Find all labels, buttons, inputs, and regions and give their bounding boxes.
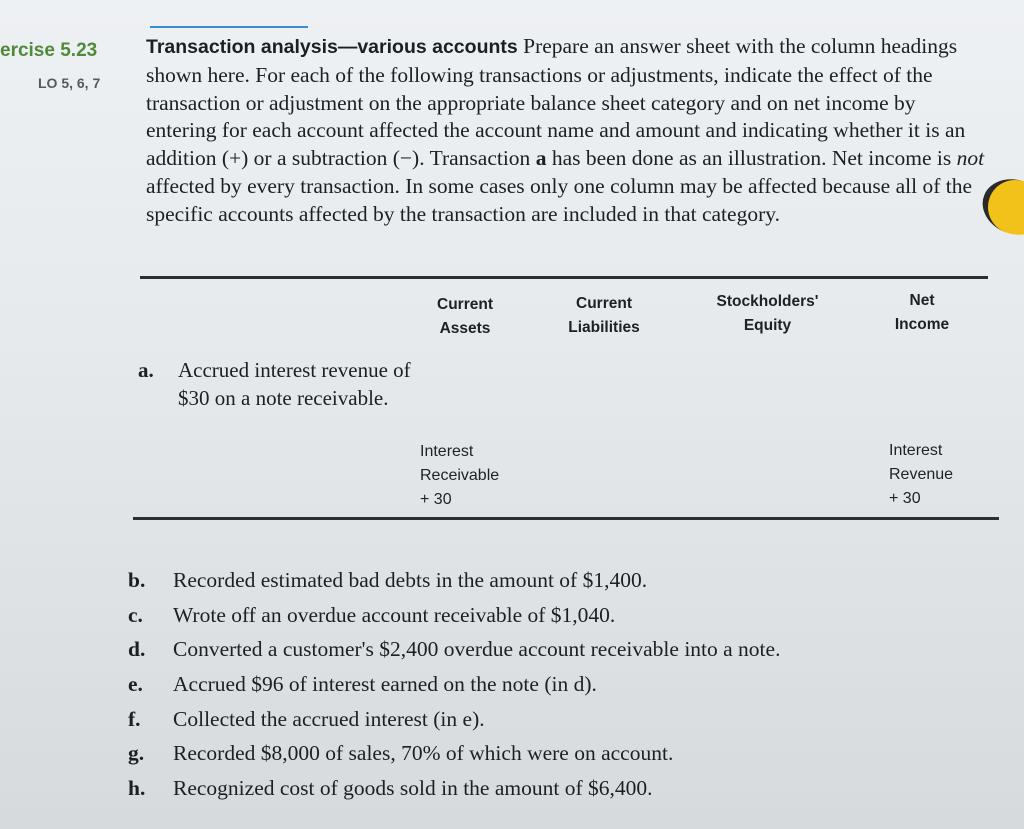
cell-net-income (889, 439, 974, 511)
item-letter: f. (128, 706, 141, 731)
item-letter: c. (128, 602, 143, 627)
row-letter: a. (138, 358, 154, 382)
header-net-income (880, 289, 964, 337)
top-accent-rule (150, 26, 308, 28)
instructions-part-3: affected by every transaction. In some cases only one column may be affected because all of the specific accounts affected by the transaction are included in that category. (146, 173, 973, 226)
cell-account: Interest Receivable (420, 443, 500, 484)
transaction-list (128, 563, 988, 806)
header-line: Liabilities (568, 319, 640, 336)
item-letter: h. (128, 776, 146, 801)
cell-current-assets (420, 440, 530, 512)
instructions-letter-a: a (535, 146, 547, 171)
header-line: Current (437, 296, 493, 313)
instructions-part-1: Prepare an answer sheet with the column headings shown here. For each of the following transactions or adjustments, indicate the effect of the transaction or adjustment on the appropriate balance sheet category and on net income by entering for each account affected the account name and amount and indicating whether it is an addition (+) or a subtraction (−). Transaction (146, 34, 966, 171)
item-text: Wrote off an overdue account receivable of $1,040. (173, 602, 616, 627)
item-text: Recorded estimated bad debts in the amount of $1,400. (173, 568, 648, 592)
header-current-assets (420, 293, 510, 341)
exercise-instructions (146, 33, 991, 229)
header-line: Assets (439, 320, 491, 337)
item-text: Converted a customer's $2,400 overdue account receivable into a note. (173, 637, 781, 662)
header-line: Equity (743, 317, 792, 334)
table-top-rule (140, 276, 988, 279)
list-item (128, 667, 988, 702)
cell-account: Interest Revenue (889, 442, 954, 483)
header-line: Net (909, 292, 935, 309)
header-line: Stockholders' (716, 293, 819, 310)
table-bottom-rule (133, 517, 999, 520)
list-item (128, 632, 988, 667)
row-description: Accrued interest revenue of $30 on a note receivable. (178, 358, 411, 410)
header-line: Income (894, 316, 950, 333)
list-item (128, 702, 988, 737)
list-item (128, 771, 988, 806)
list-item (128, 563, 988, 598)
list-item (128, 736, 988, 771)
item-letter: b. (128, 568, 146, 592)
item-text: Collected the accrued interest (in e). (173, 706, 485, 731)
item-text: Recognized cost of goods sold in the amount of $6,400. (173, 776, 653, 801)
header-line: Current (576, 295, 632, 312)
header-stockholders-equity (700, 290, 835, 338)
item-letter: d. (128, 637, 146, 662)
instructions-part-2: has been done as an illustration. Net income is (546, 146, 957, 171)
list-item (128, 598, 988, 633)
exercise-number: ercise 5.23 (0, 40, 98, 61)
item-letter: g. (128, 741, 145, 766)
learning-objectives: LO 5, 6, 7 (38, 75, 101, 91)
item-text: Recorded $8,000 of sales, 70% of which were on account. (173, 741, 674, 766)
exercise-title: Transaction analysis—various accounts (146, 36, 518, 58)
item-text: Accrued $96 of interest earned on the note (in d). (173, 672, 597, 697)
header-current-liabilities (555, 292, 653, 340)
cell-amount: + 30 (889, 490, 921, 507)
cell-amount: + 30 (420, 491, 452, 508)
item-letter: e. (128, 672, 143, 697)
instructions-not: not (956, 146, 985, 171)
